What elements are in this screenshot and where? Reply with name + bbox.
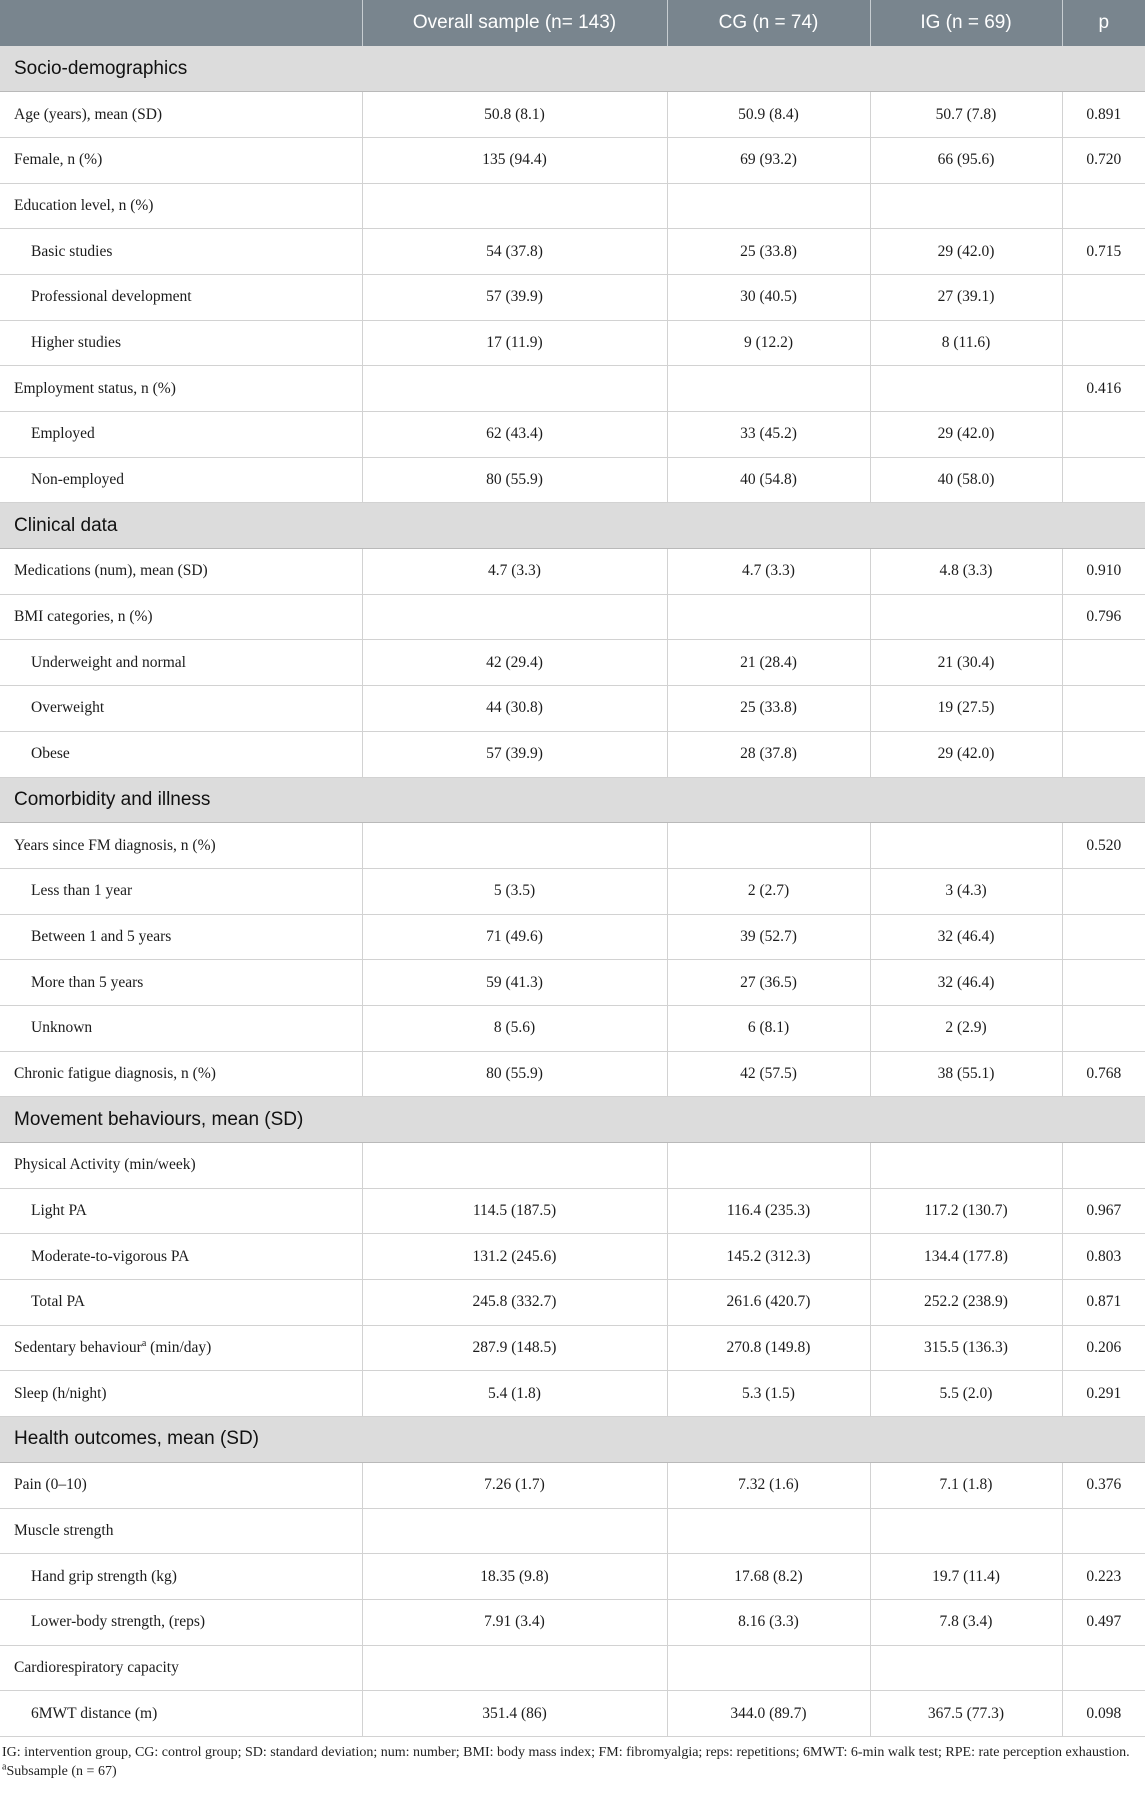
row-label: Obese xyxy=(31,745,70,763)
overall-sample-cell: 4.7 (3.3) xyxy=(362,549,667,595)
p-value-cell: 0.720 xyxy=(1062,137,1145,183)
row-label: Sedentary behaviour xyxy=(14,1339,142,1357)
table-row xyxy=(0,412,1145,458)
overall-sample-cell xyxy=(362,1143,667,1189)
intervention-group-cell: 19 (27.5) xyxy=(870,686,1062,732)
intervention-group-cell: 3 (4.3) xyxy=(870,868,1062,914)
row-label-suffix: (min/day) xyxy=(146,1339,212,1357)
row-label: Moderate-to-vigorous PA xyxy=(31,1247,190,1265)
p-value-cell: 0.416 xyxy=(1062,366,1145,412)
row-label-cell xyxy=(0,1325,362,1371)
overall-sample-cell: 62 (43.4) xyxy=(362,412,667,458)
p-value-cell: 0.796 xyxy=(1062,594,1145,640)
table-row xyxy=(0,1691,1145,1737)
overall-sample-cell: 135 (94.4) xyxy=(362,137,667,183)
table-row xyxy=(0,1462,1145,1508)
table-row xyxy=(0,1280,1145,1326)
control-group-cell: 27 (36.5) xyxy=(667,960,870,1006)
p-value-cell xyxy=(1062,960,1145,1006)
row-label-cell xyxy=(0,1234,362,1280)
intervention-group-cell xyxy=(870,1143,1062,1189)
table-row xyxy=(0,686,1145,732)
table-row xyxy=(0,366,1145,412)
control-group-cell xyxy=(667,183,870,229)
header-overall-sample: Overall sample (n= 143) xyxy=(362,0,667,46)
table-row xyxy=(0,731,1145,777)
table-row xyxy=(0,274,1145,320)
intervention-group-cell: 27 (39.1) xyxy=(870,274,1062,320)
intervention-group-cell xyxy=(870,1645,1062,1691)
subsample-footnote xyxy=(2,1762,1142,1781)
p-value-cell xyxy=(1062,686,1145,732)
intervention-group-cell xyxy=(870,366,1062,412)
overall-sample-cell: 50.8 (8.1) xyxy=(362,92,667,138)
p-value-cell xyxy=(1062,1645,1145,1691)
section-header-row xyxy=(0,777,1145,823)
p-value-cell xyxy=(1062,457,1145,503)
row-label: BMI categories, n (%) xyxy=(14,608,153,626)
p-value-cell xyxy=(1062,1508,1145,1554)
section-header-row xyxy=(0,1097,1145,1143)
control-group-cell: 69 (93.2) xyxy=(667,137,870,183)
header-intervention-group: IG (n = 69) xyxy=(870,0,1062,46)
overall-sample-cell: 5 (3.5) xyxy=(362,868,667,914)
overall-sample-cell: 17 (11.9) xyxy=(362,320,667,366)
row-label-cell xyxy=(0,1554,362,1600)
intervention-group-cell xyxy=(870,823,1062,869)
row-label-cell xyxy=(0,274,362,320)
intervention-group-cell: 29 (42.0) xyxy=(870,229,1062,275)
p-value-cell: 0.376 xyxy=(1062,1462,1145,1508)
section-header-row xyxy=(0,46,1145,92)
row-label: Unknown xyxy=(31,1019,93,1037)
intervention-group-cell xyxy=(870,1508,1062,1554)
row-label: Age (years), mean (SD) xyxy=(14,105,163,123)
row-label: Hand grip strength (kg) xyxy=(31,1567,177,1585)
row-label: Higher studies xyxy=(31,333,121,351)
row-label-cell xyxy=(0,960,362,1006)
footnote-mark: a xyxy=(2,1761,7,1773)
overall-sample-cell: 71 (49.6) xyxy=(362,914,667,960)
row-label-cell xyxy=(0,1051,362,1097)
p-value-cell xyxy=(1062,640,1145,686)
row-label: Physical Activity (min/week) xyxy=(14,1156,196,1174)
row-label: More than 5 years xyxy=(31,973,144,991)
row-label: Years since FM diagnosis, n (%) xyxy=(14,836,216,854)
overall-sample-cell: 245.8 (332.7) xyxy=(362,1280,667,1326)
overall-sample-cell: 5.4 (1.8) xyxy=(362,1371,667,1417)
header-p-value: p xyxy=(1062,0,1145,46)
row-label-cell xyxy=(0,549,362,595)
intervention-group-cell: 29 (42.0) xyxy=(870,412,1062,458)
overall-sample-cell xyxy=(362,1645,667,1691)
control-group-cell: 9 (12.2) xyxy=(667,320,870,366)
section-title: Movement behaviours, mean (SD) xyxy=(0,1097,1145,1143)
p-value-cell: 0.291 xyxy=(1062,1371,1145,1417)
p-value-cell: 0.768 xyxy=(1062,1051,1145,1097)
intervention-group-cell: 367.5 (77.3) xyxy=(870,1691,1062,1737)
row-label-cell xyxy=(0,640,362,686)
control-group-cell: 5.3 (1.5) xyxy=(667,1371,870,1417)
intervention-group-cell: 32 (46.4) xyxy=(870,914,1062,960)
control-group-cell: 21 (28.4) xyxy=(667,640,870,686)
intervention-group-cell: 7.1 (1.8) xyxy=(870,1462,1062,1508)
row-label-cell xyxy=(0,1371,362,1417)
p-value-cell xyxy=(1062,914,1145,960)
row-label: Medications (num), mean (SD) xyxy=(14,562,208,580)
control-group-cell: 33 (45.2) xyxy=(667,412,870,458)
control-group-cell: 30 (40.5) xyxy=(667,274,870,320)
p-value-cell: 0.803 xyxy=(1062,1234,1145,1280)
table-footnotes xyxy=(0,1737,1142,1781)
control-group-cell xyxy=(667,1143,870,1189)
row-label-cell xyxy=(0,229,362,275)
overall-sample-cell: 7.26 (1.7) xyxy=(362,1462,667,1508)
footnote-mark: a xyxy=(141,1337,147,1349)
overall-sample-cell: 351.4 (86) xyxy=(362,1691,667,1737)
p-value-cell: 0.497 xyxy=(1062,1599,1145,1645)
table-row xyxy=(0,1188,1145,1234)
row-label-cell xyxy=(0,183,362,229)
row-label: Between 1 and 5 years xyxy=(31,927,172,945)
table-row xyxy=(0,1371,1145,1417)
row-label: Total PA xyxy=(31,1293,85,1311)
row-label: Muscle strength xyxy=(14,1521,114,1539)
intervention-group-cell: 21 (30.4) xyxy=(870,640,1062,686)
abbreviations-footnote: IG: intervention group, CG: control group; SD: standard deviation; num: number; BMI: body mass index; FM: fibromyalgia; reps: repetitions; 6MWT: 6-min walk test; RPE: rate perception exhaustion. xyxy=(2,1744,1130,1760)
row-label: Basic studies xyxy=(31,242,113,260)
control-group-cell xyxy=(667,823,870,869)
row-label: Education level, n (%) xyxy=(14,196,154,214)
overall-sample-cell xyxy=(362,366,667,412)
row-label-cell xyxy=(0,137,362,183)
overall-sample-cell xyxy=(362,183,667,229)
row-label: Overweight xyxy=(31,699,105,717)
row-label-cell xyxy=(0,1645,362,1691)
table-row xyxy=(0,183,1145,229)
table-row xyxy=(0,914,1145,960)
header-label-column xyxy=(0,0,362,46)
table-header xyxy=(0,0,1145,46)
control-group-cell: 25 (33.8) xyxy=(667,229,870,275)
control-group-cell: 25 (33.8) xyxy=(667,686,870,732)
control-group-cell: 17.68 (8.2) xyxy=(667,1554,870,1600)
row-label: Non-employed xyxy=(31,471,124,489)
row-label: Professional development xyxy=(31,288,192,306)
intervention-group-cell: 19.7 (11.4) xyxy=(870,1554,1062,1600)
p-value-cell: 0.223 xyxy=(1062,1554,1145,1600)
row-label-cell xyxy=(0,320,362,366)
overall-sample-cell: 7.91 (3.4) xyxy=(362,1599,667,1645)
control-group-cell: 4.7 (3.3) xyxy=(667,549,870,595)
intervention-group-cell: 4.8 (3.3) xyxy=(870,549,1062,595)
intervention-group-cell: 40 (58.0) xyxy=(870,457,1062,503)
intervention-group-cell: 29 (42.0) xyxy=(870,731,1062,777)
row-label-cell xyxy=(0,1599,362,1645)
control-group-cell: 42 (57.5) xyxy=(667,1051,870,1097)
row-label: Chronic fatigue diagnosis, n (%) xyxy=(14,1064,216,1082)
intervention-group-cell: 315.5 (136.3) xyxy=(870,1325,1062,1371)
row-label: Employed xyxy=(31,425,95,443)
overall-sample-cell: 57 (39.9) xyxy=(362,731,667,777)
p-value-cell: 0.910 xyxy=(1062,549,1145,595)
intervention-group-cell: 252.2 (238.9) xyxy=(870,1280,1062,1326)
control-group-cell: 28 (37.8) xyxy=(667,731,870,777)
p-value-cell: 0.871 xyxy=(1062,1280,1145,1326)
p-value-cell xyxy=(1062,868,1145,914)
control-group-cell xyxy=(667,594,870,640)
intervention-group-cell: 134.4 (177.8) xyxy=(870,1234,1062,1280)
table-row xyxy=(0,1005,1145,1051)
row-label-cell xyxy=(0,914,362,960)
header-row xyxy=(0,0,1145,46)
row-label-cell xyxy=(0,868,362,914)
subsample-note: Subsample (n = 67) xyxy=(6,1763,117,1779)
control-group-cell: 40 (54.8) xyxy=(667,457,870,503)
table-row xyxy=(0,549,1145,595)
p-value-cell xyxy=(1062,274,1145,320)
intervention-group-cell: 117.2 (130.7) xyxy=(870,1188,1062,1234)
row-label-cell xyxy=(0,92,362,138)
table-row xyxy=(0,823,1145,869)
intervention-group-cell: 32 (46.4) xyxy=(870,960,1062,1006)
control-group-cell: 270.8 (149.8) xyxy=(667,1325,870,1371)
table-row xyxy=(0,137,1145,183)
table-row xyxy=(0,1325,1145,1371)
table-row xyxy=(0,1051,1145,1097)
p-value-cell: 0.520 xyxy=(1062,823,1145,869)
p-value-cell xyxy=(1062,320,1145,366)
row-label-cell xyxy=(0,1691,362,1737)
control-group-cell xyxy=(667,1508,870,1554)
overall-sample-cell: 18.35 (9.8) xyxy=(362,1554,667,1600)
overall-sample-cell: 8 (5.6) xyxy=(362,1005,667,1051)
table-row xyxy=(0,868,1145,914)
row-label-cell xyxy=(0,731,362,777)
overall-sample-cell: 44 (30.8) xyxy=(362,686,667,732)
row-label-cell xyxy=(0,1143,362,1189)
table-row xyxy=(0,1599,1145,1645)
table-row xyxy=(0,457,1145,503)
control-group-cell xyxy=(667,1645,870,1691)
row-label-cell xyxy=(0,1188,362,1234)
overall-sample-cell xyxy=(362,1508,667,1554)
header-control-group: CG (n = 74) xyxy=(667,0,870,46)
table-row xyxy=(0,594,1145,640)
p-value-cell: 0.098 xyxy=(1062,1691,1145,1737)
section-header-row xyxy=(0,503,1145,549)
table-row xyxy=(0,1234,1145,1280)
control-group-cell: 6 (8.1) xyxy=(667,1005,870,1051)
p-value-cell xyxy=(1062,1143,1145,1189)
section-header-row xyxy=(0,1417,1145,1463)
intervention-group-cell: 2 (2.9) xyxy=(870,1005,1062,1051)
table-row xyxy=(0,1508,1145,1554)
control-group-cell: 116.4 (235.3) xyxy=(667,1188,870,1234)
section-title: Comorbidity and illness xyxy=(0,777,1145,823)
control-group-cell: 39 (52.7) xyxy=(667,914,870,960)
p-value-cell: 0.967 xyxy=(1062,1188,1145,1234)
row-label: Lower-body strength, (reps) xyxy=(31,1613,206,1631)
control-group-cell: 261.6 (420.7) xyxy=(667,1280,870,1326)
row-label: Cardiorespiratory capacity xyxy=(14,1658,179,1676)
row-label-cell xyxy=(0,1508,362,1554)
table-row xyxy=(0,92,1145,138)
row-label-cell xyxy=(0,1005,362,1051)
control-group-cell: 2 (2.7) xyxy=(667,868,870,914)
section-title: Socio-demographics xyxy=(0,46,1145,92)
row-label: Underweight and normal xyxy=(31,653,186,671)
overall-sample-cell: 42 (29.4) xyxy=(362,640,667,686)
intervention-group-cell: 38 (55.1) xyxy=(870,1051,1062,1097)
p-value-cell: 0.715 xyxy=(1062,229,1145,275)
overall-sample-cell: 287.9 (148.5) xyxy=(362,1325,667,1371)
intervention-group-cell: 66 (95.6) xyxy=(870,137,1062,183)
row-label: Employment status, n (%) xyxy=(14,379,176,397)
row-label-cell xyxy=(0,412,362,458)
row-label: 6MWT distance (m) xyxy=(31,1704,158,1722)
row-label-cell xyxy=(0,1280,362,1326)
overall-sample-cell: 80 (55.9) xyxy=(362,457,667,503)
table-row xyxy=(0,960,1145,1006)
table-row xyxy=(0,1554,1145,1600)
section-title: Clinical data xyxy=(0,503,1145,549)
row-label: Pain (0–10) xyxy=(14,1476,87,1494)
control-group-cell: 344.0 (89.7) xyxy=(667,1691,870,1737)
control-group-cell: 7.32 (1.6) xyxy=(667,1462,870,1508)
table-row xyxy=(0,640,1145,686)
control-group-cell: 8.16 (3.3) xyxy=(667,1599,870,1645)
row-label-cell xyxy=(0,594,362,640)
row-label-cell xyxy=(0,457,362,503)
overall-sample-cell xyxy=(362,823,667,869)
row-label: Less than 1 year xyxy=(31,882,133,900)
control-group-cell xyxy=(667,366,870,412)
row-label-cell xyxy=(0,366,362,412)
overall-sample-cell: 114.5 (187.5) xyxy=(362,1188,667,1234)
table-row xyxy=(0,1645,1145,1691)
row-label: Female, n (%) xyxy=(14,151,103,169)
p-value-cell xyxy=(1062,1005,1145,1051)
p-value-cell xyxy=(1062,731,1145,777)
p-value-cell xyxy=(1062,183,1145,229)
p-value-cell: 0.206 xyxy=(1062,1325,1145,1371)
section-title: Health outcomes, mean (SD) xyxy=(0,1417,1145,1463)
intervention-group-cell: 7.8 (3.4) xyxy=(870,1599,1062,1645)
row-label: Light PA xyxy=(31,1202,87,1220)
row-label: Sleep (h/night) xyxy=(14,1384,107,1402)
row-label-cell xyxy=(0,1462,362,1508)
control-group-cell: 145.2 (312.3) xyxy=(667,1234,870,1280)
overall-sample-cell: 54 (37.8) xyxy=(362,229,667,275)
overall-sample-cell: 80 (55.9) xyxy=(362,1051,667,1097)
table-row xyxy=(0,229,1145,275)
overall-sample-cell xyxy=(362,594,667,640)
row-label-cell xyxy=(0,823,362,869)
intervention-group-cell xyxy=(870,594,1062,640)
overall-sample-cell: 59 (41.3) xyxy=(362,960,667,1006)
p-value-cell: 0.891 xyxy=(1062,92,1145,138)
row-label-cell xyxy=(0,686,362,732)
intervention-group-cell xyxy=(870,183,1062,229)
overall-sample-cell: 57 (39.9) xyxy=(362,274,667,320)
table-row xyxy=(0,320,1145,366)
intervention-group-cell: 50.7 (7.8) xyxy=(870,92,1062,138)
table-body xyxy=(0,46,1145,1736)
intervention-group-cell: 8 (11.6) xyxy=(870,320,1062,366)
control-group-cell: 50.9 (8.4) xyxy=(667,92,870,138)
p-value-cell xyxy=(1062,412,1145,458)
intervention-group-cell: 5.5 (2.0) xyxy=(870,1371,1062,1417)
table-row xyxy=(0,1143,1145,1189)
overall-sample-cell: 131.2 (245.6) xyxy=(362,1234,667,1280)
